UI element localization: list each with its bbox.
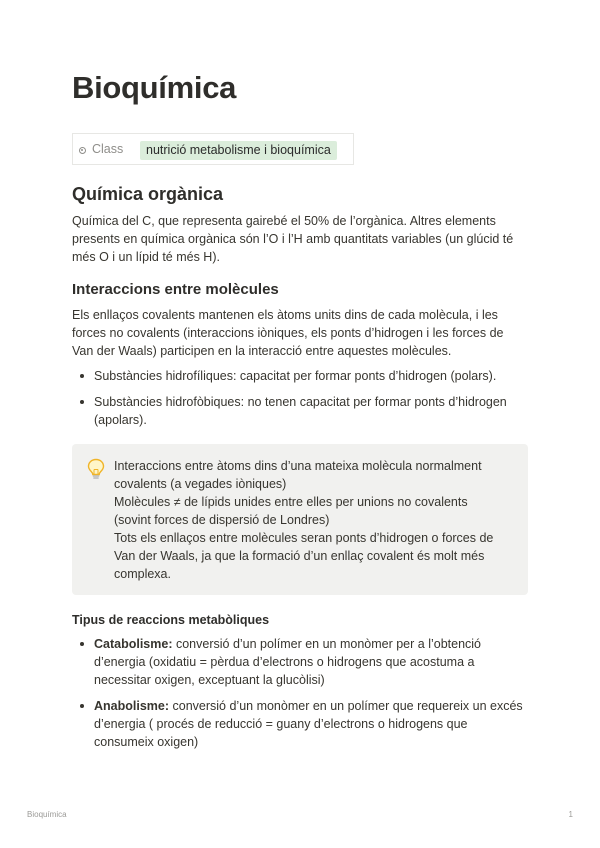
property-key [79,142,123,156]
page-number: 1 [568,810,573,819]
property-row [72,133,354,165]
term-catabolisme: Catabolisme: [94,637,173,651]
list-item [72,697,528,751]
callout-line: Molècules ≠ de lípids unides entre elles per unions no covalents (sovint forces de dispersió de Londres) [114,495,468,527]
paragraph-quimica-organica: Química del C, que representa gairebé el 50% de l’orgànica. Altres elements presents en química orgànica són l’O i l’H amb quantitats variables (un glúcid té més O i un lípid té més H). [72,214,514,264]
lightbulb-icon [86,458,106,480]
callout-line: Interaccions entre àtoms dins d’una mateixa molècula normalment covalents (a vegades iòniques) [114,459,482,491]
section-heading-interaccions: Interaccions entre molècules [72,281,279,298]
bullet-list-substancies [72,367,528,429]
definition-anabolisme: conversió d’un monòmer en un polímer que requereix un excés d’energia ( procés de reducció = guany d’electrons o hidrogens que consumeix oxigen) [94,699,523,749]
callout-text [114,457,499,583]
section-heading-tipus-reaccions: Tipus de reaccions metabòliques [72,613,270,627]
page-title: Bioquímica [72,70,237,105]
bullet-list-reaccions [72,635,528,751]
section-heading-quimica-organica: Química orgànica [72,184,224,204]
list-item [72,635,528,689]
class-tag[interactable]: nutrició metabolisme i bioquímica [140,141,337,160]
list-item: Substàncies hidrofíliques: capacitat per formar ponts d’hidrogen (polars). [72,367,528,385]
property-key-label: Class [92,142,124,156]
footer-title: Bioquímica [27,810,67,819]
target-icon [79,147,86,154]
definition-catabolisme: conversió d’un polímer en un monòmer per a l’obtenció d’energia (oxidatiu = pèrdua d’electrons o hidrogens que acostuma a necessitar oxigen, exceptuant la glucòlisi) [94,637,482,687]
term-anabolisme: Anabolisme: [94,699,170,713]
paragraph-interaccions: Els enllaços covalents mantenen els àtoms units dins de cada molècula, i les forces no covalents (interaccions iòniques, els ponts d’hidrogen i les forces de Van der Waals) participen en la interacció entre aquestes molècules. [72,308,504,358]
callout-line: Tots els enllaços entre molècules seran ponts d’hidrogen o forces de Van der Waals, ja que la formació d’un enllaç covalent és molt més complexa. [114,531,494,581]
callout-box [72,444,528,595]
list-item: Substàncies hidrofòbiques: no tenen capacitat per formar ponts d’hidrogen (apolars). [72,393,528,429]
